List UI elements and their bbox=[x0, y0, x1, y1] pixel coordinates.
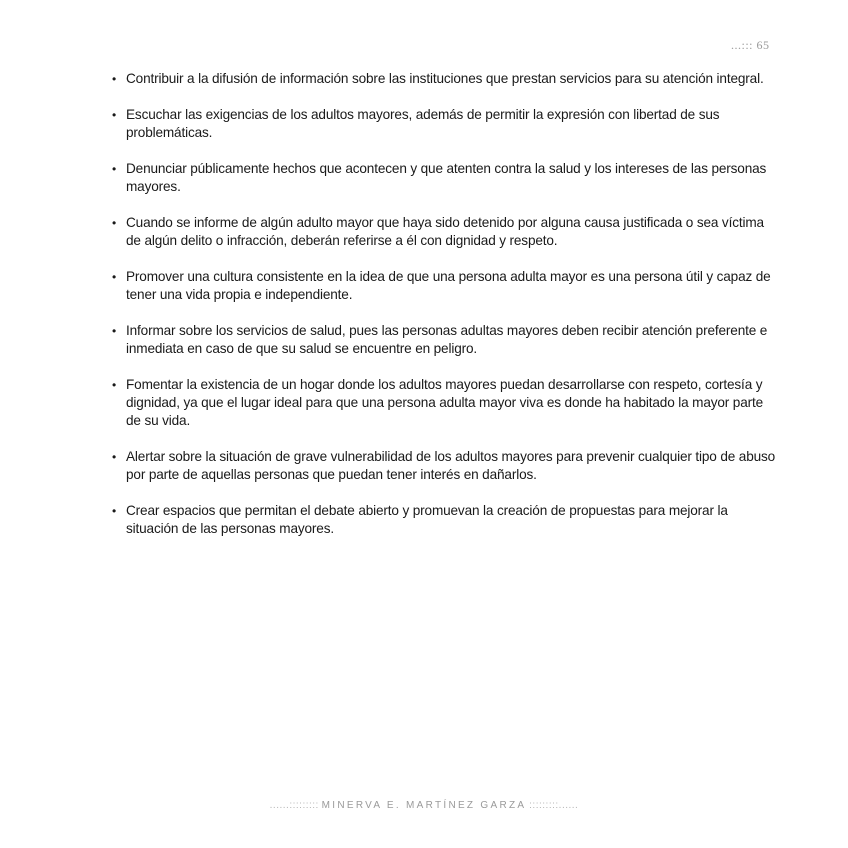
bullet-dot: • bbox=[112, 270, 117, 284]
page-number: ...::: 65 bbox=[731, 38, 770, 52]
bullet-dot: • bbox=[112, 216, 117, 230]
list-item-text: Promover una cultura consistente en la idea de que una persona adulta mayor es una persona útil y capaz de tener una vida propia e independiente. bbox=[126, 269, 771, 302]
list-item bbox=[112, 106, 780, 142]
list-item-text: Crear espacios que permitan el debate abierto y promuevan la creación de propuestas para mejorar la situación de las personas mayores. bbox=[126, 503, 728, 536]
list-item-text: Alertar sobre la situación de grave vulnerabilidad de los adultos mayores para prevenir cualquier tipo de abuso por parte de aquellas personas que puedan tener interés en dañarlos. bbox=[126, 449, 776, 482]
list-item-text: Cuando se informe de algún adulto mayor que haya sido detenido por alguna causa justificada o sea víctima de algún delito o infracción, deberán referirse a él con dignidad y respeto. bbox=[126, 215, 764, 248]
bullet-list bbox=[112, 70, 780, 556]
list-item bbox=[112, 160, 780, 196]
bullet-dot: • bbox=[112, 108, 117, 122]
list-item bbox=[112, 214, 780, 250]
list-item-text: Fomentar la existencia de un hogar donde los adultos mayores puedan desarrollarse con respeto, cortesía y dignidad, ya que el lugar ideal para que una persona adulta mayor viva es donde ha habitado la mayor parte de su vida. bbox=[126, 377, 764, 428]
footer-left-ornament: ......::::::::: bbox=[269, 800, 319, 811]
list-item bbox=[112, 70, 780, 88]
bullet-dot: • bbox=[112, 504, 117, 518]
bullet-dot: • bbox=[112, 72, 117, 86]
list-item-text: Denunciar públicamente hechos que acontecen y que atenten contra la salud y los intereses de las personas mayores. bbox=[126, 161, 767, 194]
list-item bbox=[112, 448, 780, 484]
bullet-dot: • bbox=[112, 450, 117, 464]
list-item-text: Informar sobre los servicios de salud, pues las personas adultas mayores deben recibir atención preferente e inmediata en caso de que su salud se encuentre en peligro. bbox=[126, 323, 768, 356]
list-item bbox=[112, 502, 780, 538]
bullet-dot: • bbox=[112, 324, 117, 338]
footer-author: MINERVA E. MARTÍNEZ GARZA bbox=[321, 800, 527, 811]
bullet-dot: • bbox=[112, 162, 117, 176]
bullet-dot: • bbox=[112, 378, 117, 392]
list-item-text: Contribuir a la difusión de información sobre las instituciones que prestan servicios para su atención integral. bbox=[126, 71, 764, 86]
footer-right-ornament: :::::::::...... bbox=[529, 800, 579, 811]
list-item bbox=[112, 376, 780, 430]
page-footer bbox=[0, 800, 848, 811]
list-item bbox=[112, 268, 780, 304]
list-item bbox=[112, 322, 780, 358]
list-item-text: Escuchar las exigencias de los adultos mayores, además de permitir la expresión con libertad de sus problemáticas. bbox=[126, 107, 720, 140]
